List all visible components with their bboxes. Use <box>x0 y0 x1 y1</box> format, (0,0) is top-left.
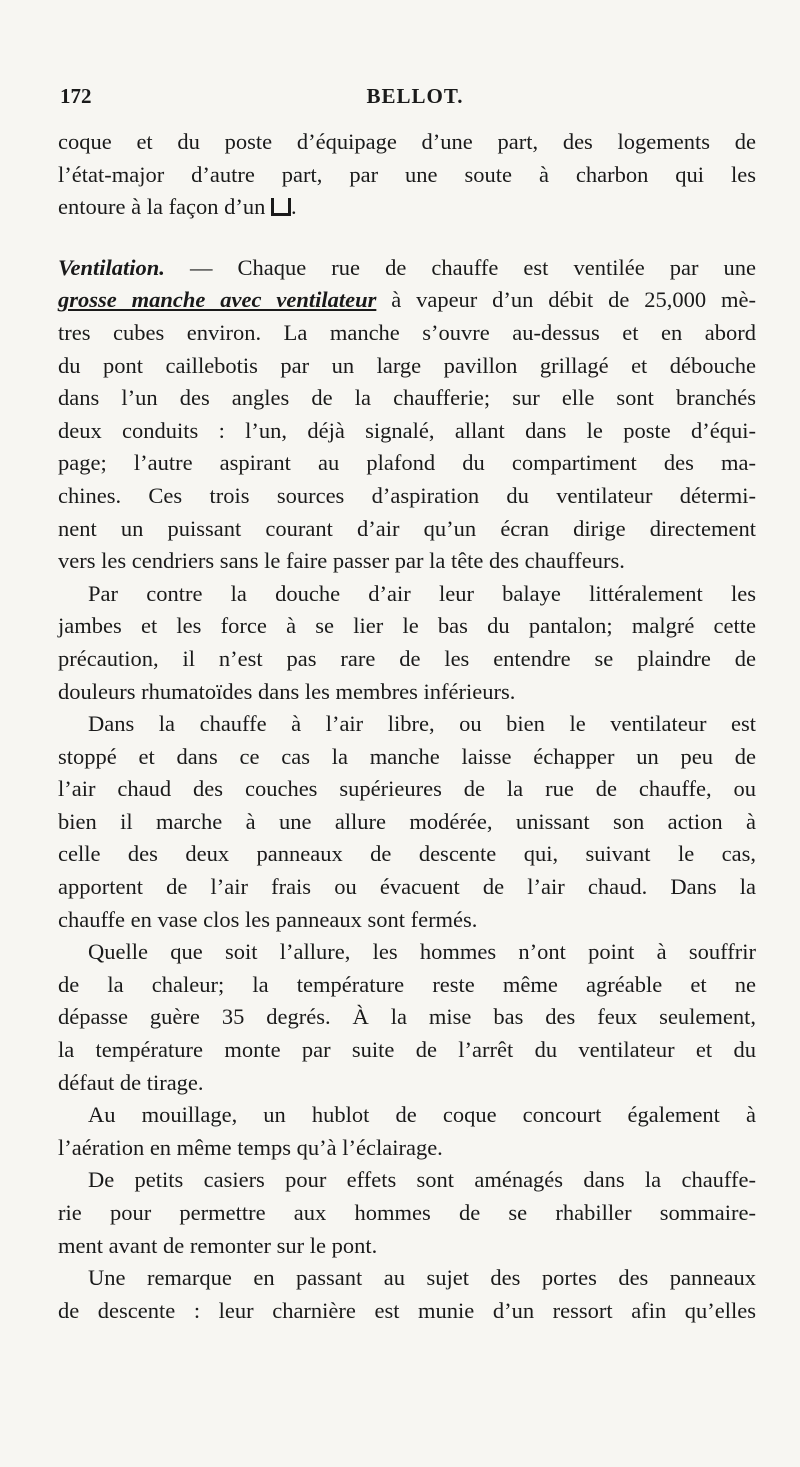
text-line: l’air chaud des couches supérieures de la rue de chauffe, ou <box>58 776 756 802</box>
text-line: rie pour permettre aux hommes de se rhabiller sommaire- <box>58 1200 756 1225</box>
text-line: Une remarque en passant au sujet des portes des panneaux <box>88 1265 756 1291</box>
paragraph <box>58 1164 756 1262</box>
paragraph <box>58 252 756 578</box>
text-line: du pont caillebotis par un large pavillon grillagé et débouche <box>58 352 756 378</box>
text-line: Par contre la douche d’air leur balaye littéralement les <box>88 580 756 606</box>
text-line: de descente : leur charnière est munie d’un ressort afin qu’elles <box>58 1297 756 1323</box>
u-shape-symbol <box>271 198 291 216</box>
text-line: douleurs rhumatoïdes dans les membres inférieurs. <box>58 678 516 704</box>
text-fragment: entoure à la façon d’un <box>58 194 266 220</box>
text-line: dépasse guère 35 degrés. À la mise bas des feux seulement, <box>58 1004 756 1030</box>
text-line: Dans la chauffe à l’air libre, ou bien le ventilateur est <box>88 711 756 737</box>
text-line: stoppé et dans ce cas la manche laisse échapper un peu de <box>58 743 756 769</box>
paragraph <box>58 708 756 936</box>
text-line: deux conduits : l’un, déjà signalé, allant dans le poste d’équi- <box>58 417 756 443</box>
paragraph <box>58 1262 756 1327</box>
text-line: l’état-major d’autre part, par une soute à charbon qui les <box>58 161 756 187</box>
text-line <box>58 191 756 224</box>
text-line: Quelle que soit l’allure, les hommes n’ont point à souffrir <box>88 939 756 965</box>
text-line: page; l’autre aspirant au plafond du compartiment des ma- <box>58 450 756 476</box>
paragraph <box>58 578 756 708</box>
text-line: nent un puissant courant d’air qu’un écran dirige directement <box>58 515 756 541</box>
text-line: grosse manche avec ventilateur à vapeur d’un débit de 25,000 mè- <box>58 287 756 313</box>
italic-phrase: grosse manche avec ventilateur <box>58 287 377 313</box>
text-fragment: — <box>164 254 238 280</box>
page-header <box>58 84 742 114</box>
text-line: jambes et les force à se lier le bas du pantalon; malgré cette <box>58 613 756 639</box>
text-line: bien il marche à une allure modérée, unissant son action à <box>58 808 756 834</box>
paragraph <box>58 936 756 1099</box>
paragraph <box>58 1099 756 1164</box>
text-line: Au mouillage, un hublot de coque concourt également à <box>88 1102 756 1128</box>
running-title: BELLOT. <box>366 84 464 108</box>
paragraph <box>58 126 756 224</box>
page-body <box>58 126 756 1327</box>
page-number: 172 <box>60 84 92 108</box>
section-heading: Ventilation. <box>58 254 165 280</box>
text-line <box>58 252 756 285</box>
text-line: coque et du poste d’équipage d’une part, des logements de <box>58 129 756 154</box>
text-line: défaut de tirage. <box>58 1069 204 1095</box>
text-line: vers les cendriers sans le faire passer par la tête des chauffeurs. <box>58 548 625 574</box>
text-line: chauffe en vase clos les panneaux sont fermés. <box>58 906 478 932</box>
text-line: De petits casiers pour effets sont aménagés dans la chauffe- <box>88 1167 756 1193</box>
text-line: précaution, il n’est pas rare de les entendre se plaindre de <box>58 645 756 671</box>
text-line: chines. Ces trois sources d’aspiration du ventilateur détermi- <box>58 482 756 508</box>
text-line: apportent de l’air frais ou évacuent de l’air chaud. Dans la <box>58 874 756 900</box>
text-line: la température monte par suite de l’arrêt du ventilateur et du <box>58 1037 756 1063</box>
text-line: celle des deux panneaux de descente qui, suivant le cas, <box>58 841 756 867</box>
text-fragment: . <box>291 194 297 220</box>
text-line: dans l’un des angles de la chaufferie; sur elle sont branchés <box>58 385 756 411</box>
text-fragment: Chaque rue de chauffe est ventilée par une <box>237 254 756 280</box>
text-line: de la chaleur; la température reste même agréable et ne <box>58 971 756 997</box>
text-line: l’aération en même temps qu’à l’éclairage. <box>58 1134 443 1160</box>
text-line: tres cubes environ. La manche s’ouvre au-dessus et en abord <box>58 319 756 345</box>
text-line: ment avant de remonter sur le pont. <box>58 1232 378 1258</box>
